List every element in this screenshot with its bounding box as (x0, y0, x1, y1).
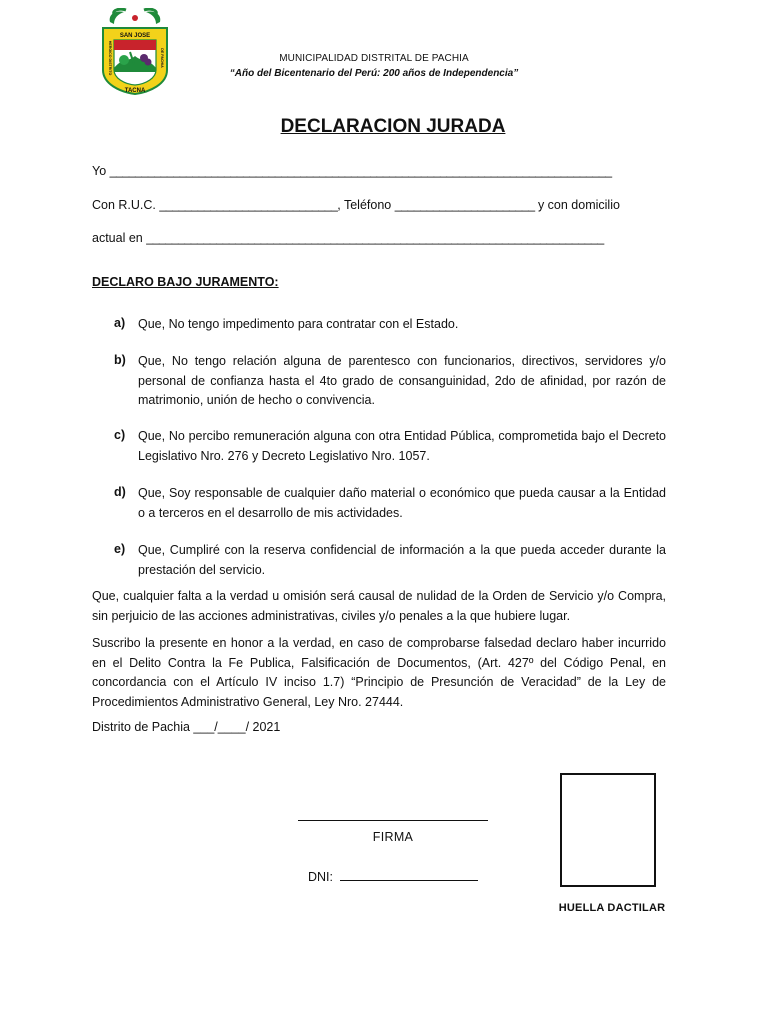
item-letter: a) (114, 316, 126, 330)
telefono-blank-line[interactable]: ______________________ (394, 198, 535, 212)
institution-name: MUNICIPALIDAD DISTRITAL DE PACHIA (279, 53, 469, 64)
logo-top-text: SAN JOSE (119, 33, 151, 39)
logo-bottom-text: TACNA (124, 88, 146, 94)
declaration-heading: DECLARO BAJO JURAMENTO: (92, 275, 279, 289)
fingerprint-box[interactable] (560, 773, 656, 887)
list-item: Que, No percibo remuneración alguna con otra Entidad Pública, comprometida bajo el Decreto Legislativo Nro. 276 y Decreto Legislativo Nro. 1057. (138, 429, 666, 463)
document-title: DECLARACION JURADA (280, 116, 506, 137)
date-line: Distrito de Pachia ___/____/ 2021 (92, 720, 281, 734)
list-item: Que, No tengo relación alguna de parentesco con funcionarios, directivos, servidores y/o personal de confianza hasta el 4to grado de consanguinidad, 2do de afinidad, por razón de matrimonio, unión de hecho o convivencia. (138, 354, 666, 407)
list-item: Que, Soy responsable de cualquier daño material o económico que pueda causar a la Entidad o a terceros en el desarrollo de mis actividades. (138, 486, 666, 520)
actual-blank-line[interactable]: ________________________________________________________________________ (146, 231, 604, 245)
ruc-blank-line[interactable]: ____________________________ (159, 198, 338, 212)
yo-blank-line[interactable]: _______________________________________________________________________________ (109, 164, 612, 178)
ruc-label: Con R.U.C. (92, 198, 156, 212)
dni-row (308, 868, 478, 884)
yo-label: Yo (92, 164, 107, 178)
item-letter: b) (114, 353, 126, 367)
dni-blank-line[interactable] (340, 868, 478, 881)
honor-statement-paragraph: Suscribo la presente en honor a la verdad, en caso de comprobarse falsedad declaro haber incurrido en el Delito Contra la Fe Publica, Falsificación de Documentos, (Art. 427º del Código Penal, en concordancia con el Artículo IV inciso 1.7) “Principio de Presunción de Veracidad” de la Ley de Procedimientos Administrativo General, Ley Nro. 27444. (92, 636, 666, 709)
logo-right-text: DE PACHIA (160, 48, 164, 68)
municipal-coat-of-arms-logo (100, 8, 170, 96)
yo-field-row (92, 164, 611, 178)
ruc-phone-row (92, 198, 620, 212)
fingerprint-label: HUELLA DACTILAR (558, 902, 666, 914)
laurel-right-icon (146, 11, 160, 24)
nullity-clause-paragraph: Que, cualquier falta a la verdad u omisión será causal de nulidad de la Orden de Servicio y/o Compra, sin perjuicio de las acciones administrativas, civiles y/o penales a la que hubiere lugar. (92, 589, 666, 623)
item-letter: c) (114, 428, 126, 442)
domicilio-label: y con domicilio (537, 198, 620, 212)
item-letter: e) (114, 542, 126, 556)
actual-address-row (92, 231, 604, 245)
dni-label: DNI: (308, 870, 333, 884)
item-letter: d) (114, 485, 126, 499)
year-motto: “Año del Bicentenario del Perú: 200 años de Independencia” (229, 68, 519, 79)
actual-label: actual en (92, 231, 143, 245)
signature-line[interactable] (298, 806, 488, 821)
list-item: Que, Cumpliré con la reserva confidencial de información a la que pueda acceder durante la prestación del servicio. (138, 543, 666, 577)
telefono-label: , Teléfono (337, 198, 392, 212)
laurel-left-icon (110, 11, 124, 24)
logo-left-text: HEROICO DISTRITO (108, 40, 112, 76)
list-item: Que, No tengo impedimento para contratar con el Estado. (138, 317, 459, 331)
signature-label: FIRMA (372, 830, 414, 844)
